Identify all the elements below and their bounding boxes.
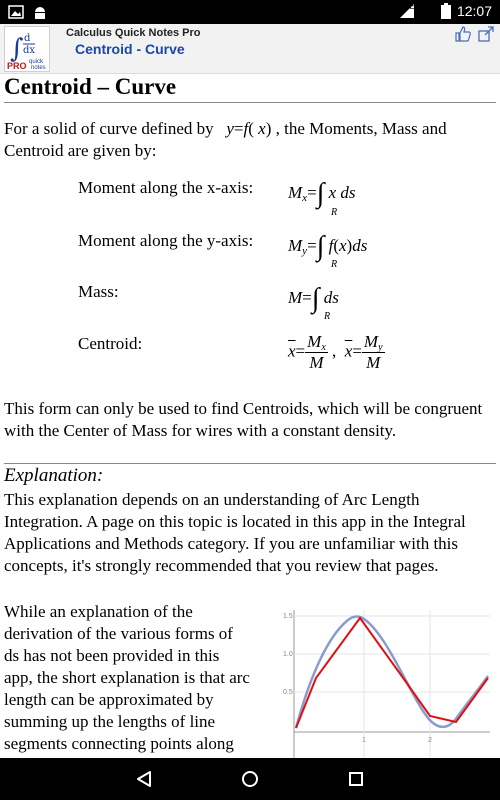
recents-square-icon[interactable] [347, 770, 365, 788]
home-circle-icon[interactable] [241, 770, 259, 788]
clock: 12:07 [456, 3, 492, 19]
svg-text:quick: quick [29, 59, 44, 65]
note-paragraph: This form can only be used to find Centroids, which will be congruent with the Center of Mass for wires with a constant density. [4, 399, 483, 440]
svg-text:notes: notes [31, 65, 46, 71]
back-triangle-icon[interactable] [135, 770, 153, 788]
explanation-line-1: While an explanation of the [4, 602, 193, 621]
app-bar [0, 24, 500, 74]
intro-text-start: For a solid of curve defined by [4, 119, 214, 138]
android-notification-icon [32, 4, 48, 20]
graph-curve [296, 617, 488, 728]
intro-formula: y=f( x) [217, 119, 272, 138]
title-divider [4, 102, 496, 103]
mass-label: Mass: [78, 282, 119, 301]
moment-y-formula: My=∫ f(x)ds [288, 231, 368, 262]
svg-text:∫: ∫ [10, 34, 24, 64]
image-notification-icon [8, 4, 24, 20]
navigation-bar [0, 758, 500, 800]
integral-logo-icon [5, 27, 49, 71]
status-bar [0, 0, 500, 24]
explanation-heading: Explanation: [4, 465, 104, 486]
centroid-formula: $\overline{x}=$ $\frac{Mx}{M}$ , $\overline{x}=$ $\frac{My}{M}$ [288, 332, 383, 372]
section-divider [4, 463, 496, 464]
page-subtitle: Centroid - Curve [75, 41, 185, 57]
centroid-label: Centroid: [78, 334, 143, 353]
explanation-line-7: segments connecting points along [4, 734, 234, 753]
graph-y-tick: 0.5 [283, 689, 293, 696]
mass-limit: R [324, 311, 331, 322]
share-icon[interactable] [478, 26, 494, 42]
explanation-line-2: derivation of the various forms of [4, 624, 233, 643]
battery-icon [441, 3, 451, 19]
svg-text:dx: dx [23, 45, 36, 56]
moment-y-limit: R [331, 259, 338, 270]
app-logo[interactable] [4, 26, 50, 72]
content-area[interactable] [0, 74, 500, 758]
moment-y-label: Moment along the y-axis: [78, 231, 254, 250]
explanation-line-4: app, the short explanation is that arc [4, 668, 250, 687]
graph-line-segments [296, 618, 488, 728]
app-name: Calculus Quick Notes Pro [66, 27, 201, 39]
graph-y-tick: 1.0 [283, 651, 293, 658]
intro-text-end: , the Moments, Mass and Centroid are given by: [4, 119, 447, 160]
network-type: LTE [400, 1, 415, 11]
explanation-paragraph-2 [4, 601, 284, 755]
explanation-paragraph-1: This explanation depends on an understanding of Arc Length Integration. A page on this topic is located in this app in the Integral Applications and Methods category. If you are unfamiliar with this concepts, it's strongly recommended that you review that pages. [4, 490, 466, 575]
mass-formula: M=∫ ds [288, 283, 339, 314]
graph-x-tick: 2 [428, 737, 432, 744]
intro-paragraph [4, 118, 496, 162]
explanation-line-5: length can be approximated by [4, 690, 214, 709]
arc-length-graph [282, 606, 492, 758]
page-title: Centroid – Curve [4, 74, 177, 99]
moment-x-formula: Mx=∫ x ds [288, 178, 356, 209]
graph-y-tick: 1.5 [283, 613, 293, 620]
graph-x-tick: 1 [362, 737, 366, 744]
explanation-line-3: ds has not been provided in this [4, 646, 220, 665]
explanation-line-6: summing up the lengths of line [4, 712, 216, 731]
moment-x-limit: R [331, 207, 338, 218]
svg-text:PRO: PRO [7, 61, 27, 71]
svg-text:d: d [24, 33, 31, 44]
thumbs-up-icon[interactable] [455, 26, 471, 42]
moment-x-label: Moment along the x-axis: [78, 178, 254, 197]
